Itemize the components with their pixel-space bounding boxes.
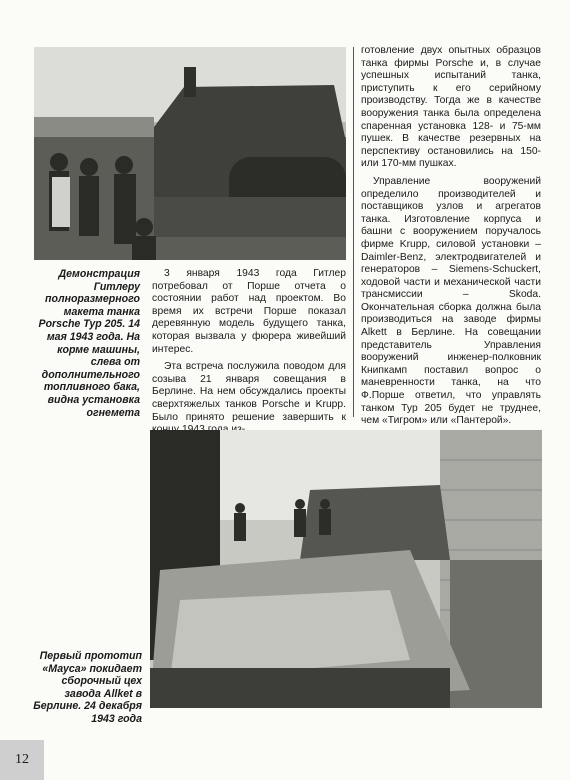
photo-porsche-typ205-mockup (34, 47, 346, 260)
photo-caption-maus-prototype: Первый прототип «Мауса» покидает сборочный цех завода Allket в Берлине. 24 декабря 1943 года (33, 650, 142, 725)
paragraph: 3 января 1943 года Гитлер потребовал от Порше отчета о состоянии работ над проектом. Во время их встречи Порше показал деревянную модель будущего танка, которая вызвала у фюрера живейший интерес. (152, 268, 346, 355)
page-number: 12 (0, 740, 44, 780)
paragraph: готовление двух опытных образцов танка фирмы Porsche и, в случае успешных испытаний танка, приступить к его серийному производству. Тогда же в качестве вооружения танка была определена спаренная установка 128- и 75-мм пушек. В качестве резервных на перспективу остановились на 150- или 170-мм пушках. (361, 45, 541, 170)
middle-text-column (152, 268, 346, 437)
photo-caption-mockup: Демонстрация Гитлеру полноразмерного макета танка Porsche Typ 205. 14 мая 1943 года. На корме машины, слева от дополнительного топливного бака, видна установка огнемета (38, 268, 140, 419)
paragraph: Эта встреча послужила поводом для созыва 21 января совещания в Берлине. На нем обсуждались проекты сверхтяжелых танков Porsche и Krupp. Было принято решение завершить к (152, 361, 346, 423)
column-divider (353, 47, 354, 417)
photo-maus-prototype (150, 430, 542, 708)
paragraph: Управление вооружений определило производителей и поставщиков узлов и агрегатов танка. Изготовление корпуса и башни с вооружением поручалось фирме Krupp, силовой установки – Daimler-Benz, электродвигателей и генераторов – Siemens-Schuckert, ходовой части и механической части трансмиссии – Skoda. Окончательная сборка должна была производиться на заводе фирмы Alkett в Берлине. На совещании представитель Управления вооружений инженер-полковник Книпкамп поставил вопрос о маневренности танка, на что Ф.Порше ответил, что управлять танком Typ 205 будет не труднее, чем «Тигром» или «Пантерой». (361, 175, 541, 427)
